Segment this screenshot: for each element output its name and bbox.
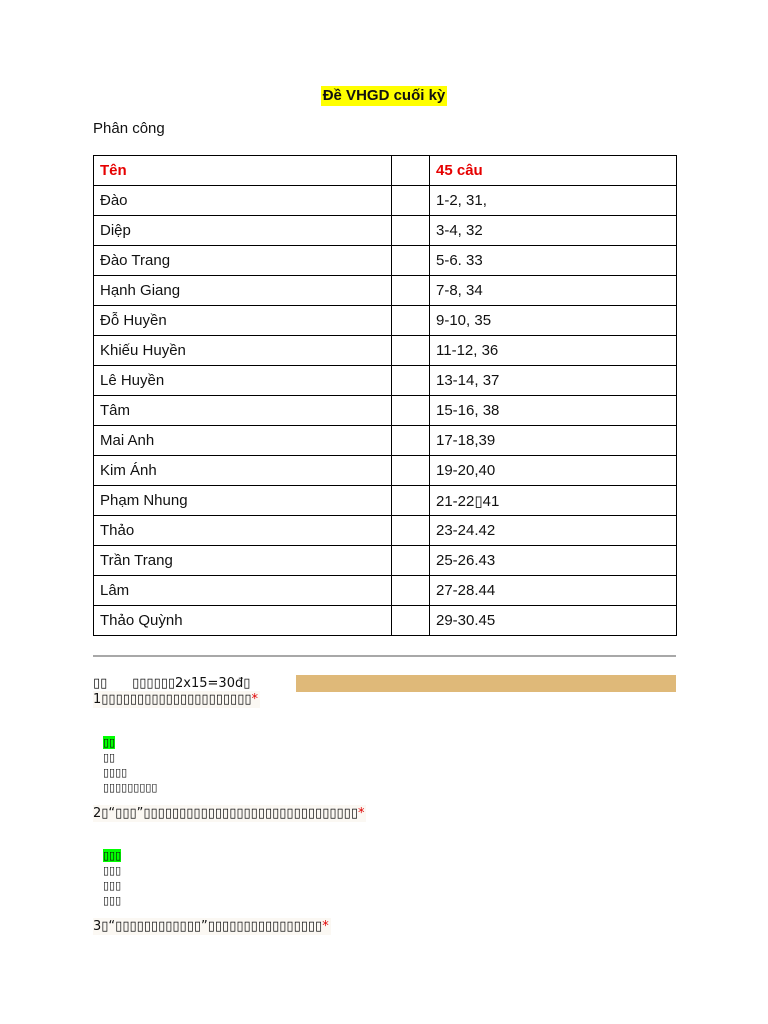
- question-1-option-2[interactable]: ▯▯: [103, 751, 116, 764]
- blank-cell: [392, 336, 430, 366]
- name-cell: Kim Ánh: [94, 456, 392, 486]
- name-cell: Diệp: [94, 216, 392, 246]
- name-cell: Trần Trang: [94, 546, 392, 576]
- blank-cell: [392, 396, 430, 426]
- question-2-option-1[interactable]: ▯▯▯: [103, 849, 122, 862]
- questions-cell: 17-18,39: [430, 426, 677, 456]
- question-2-option-2[interactable]: ▯▯▯: [103, 864, 122, 877]
- questions-cell: 5-6. 33: [430, 246, 677, 276]
- table-row: [94, 456, 677, 486]
- name-cell: Thảo Quỳnh: [94, 606, 392, 636]
- section-heading: [93, 675, 676, 692]
- name-cell: Lâm: [94, 576, 392, 606]
- table-row: [94, 246, 677, 276]
- questions-cell: 29-30.45: [430, 606, 677, 636]
- question-1-option-1[interactable]: ▯▯: [103, 736, 116, 749]
- table-row: [94, 276, 677, 306]
- header-questions-cell: 45 câu: [430, 156, 677, 186]
- questions-cell: 19-20,40: [430, 456, 677, 486]
- question-1-option-3[interactable]: ▯▯▯▯: [103, 766, 128, 779]
- questions-cell: 23-24.42: [430, 516, 677, 546]
- questions-cell: 7-8, 34: [430, 276, 677, 306]
- header-blank-cell: [392, 156, 430, 186]
- name-cell: Mai Anh: [94, 426, 392, 456]
- questions-cell: 25-26.43: [430, 546, 677, 576]
- questions-cell: 15-16, 38: [430, 396, 677, 426]
- blank-cell: [392, 306, 430, 336]
- table-row: [94, 486, 677, 516]
- name-cell: Đào Trang: [94, 246, 392, 276]
- question-1-option-4[interactable]: ▯▯▯▯▯▯▯▯▯: [103, 781, 158, 794]
- blank-cell: [392, 486, 430, 516]
- name-cell: Lê Huyền: [94, 366, 392, 396]
- name-cell: Hạnh Giang: [94, 276, 392, 306]
- table-row: [94, 306, 677, 336]
- table-row: [94, 516, 677, 546]
- required-mark: *: [357, 806, 365, 821]
- question-2-option-3[interactable]: ▯▯▯: [103, 879, 122, 892]
- questions-cell: 3-4, 32: [430, 216, 677, 246]
- assignment-table: [93, 155, 677, 636]
- table-row: [94, 426, 677, 456]
- question-1-options: [103, 735, 157, 795]
- horizontal-divider: [93, 655, 676, 657]
- table-row: [94, 606, 677, 636]
- questions-cell: 9-10, 35: [430, 306, 677, 336]
- header-name-cell: Tên: [94, 156, 392, 186]
- table-row: [94, 366, 677, 396]
- questions-cell: 21-22▯41: [430, 486, 677, 516]
- section-heading-text: ▯▯ ▯▯▯▯▯▯2x15=30đ▯: [93, 676, 251, 691]
- required-mark: *: [251, 692, 259, 707]
- blank-cell: [392, 576, 430, 606]
- question-3-text: 3▯“▯▯▯▯▯▯▯▯▯▯▯▯”▯▯▯▯▯▯▯▯▯▯▯▯▯▯▯▯: [93, 919, 323, 934]
- name-cell: Tâm: [94, 396, 392, 426]
- blank-cell: [392, 456, 430, 486]
- table-row: [94, 336, 677, 366]
- question-2-option-4[interactable]: ▯▯▯: [103, 894, 122, 907]
- blank-cell: [392, 606, 430, 636]
- name-cell: Đỗ Huyền: [94, 306, 392, 336]
- questions-cell: 13-14, 37: [430, 366, 677, 396]
- question-2: [93, 805, 366, 822]
- question-1-text: 1▯▯▯▯▯▯▯▯▯▯▯▯▯▯▯▯▯▯▯▯▯: [93, 692, 252, 707]
- blank-cell: [392, 426, 430, 456]
- questions-cell: 27-28.44: [430, 576, 677, 606]
- question-1: [93, 691, 260, 708]
- required-mark: *: [322, 919, 329, 934]
- name-cell: Phạm Nhung: [94, 486, 392, 516]
- title-wrap: [0, 86, 768, 106]
- table-row: [94, 216, 677, 246]
- blank-cell: [392, 186, 430, 216]
- name-cell: Thảo: [94, 516, 392, 546]
- table-row: [94, 546, 677, 576]
- questions-cell: 11-12, 36: [430, 336, 677, 366]
- document-subtitle: Phân công: [93, 120, 165, 137]
- table-row: [94, 186, 677, 216]
- name-cell: Khiếu Huyền: [94, 336, 392, 366]
- blank-cell: [392, 276, 430, 306]
- blank-cell: [392, 366, 430, 396]
- table-header-row: [94, 156, 677, 186]
- name-cell: Đào: [94, 186, 392, 216]
- blank-cell: [392, 516, 430, 546]
- blank-cell: [392, 546, 430, 576]
- table-row: [94, 576, 677, 606]
- blank-cell: [392, 246, 430, 276]
- question-3: [93, 918, 331, 935]
- table-row: [94, 396, 677, 426]
- section-heading-highlight: [296, 675, 676, 692]
- questions-cell: 1-2, 31,: [430, 186, 677, 216]
- document-title: Đề VHGD cuối kỳ: [322, 87, 446, 104]
- question-2-options: [103, 848, 121, 908]
- blank-cell: [392, 216, 430, 246]
- question-2-text: 2▯“▯▯▯”▯▯▯▯▯▯▯▯▯▯▯▯▯▯▯▯▯▯▯▯▯▯▯▯▯▯▯▯▯▯: [93, 806, 358, 821]
